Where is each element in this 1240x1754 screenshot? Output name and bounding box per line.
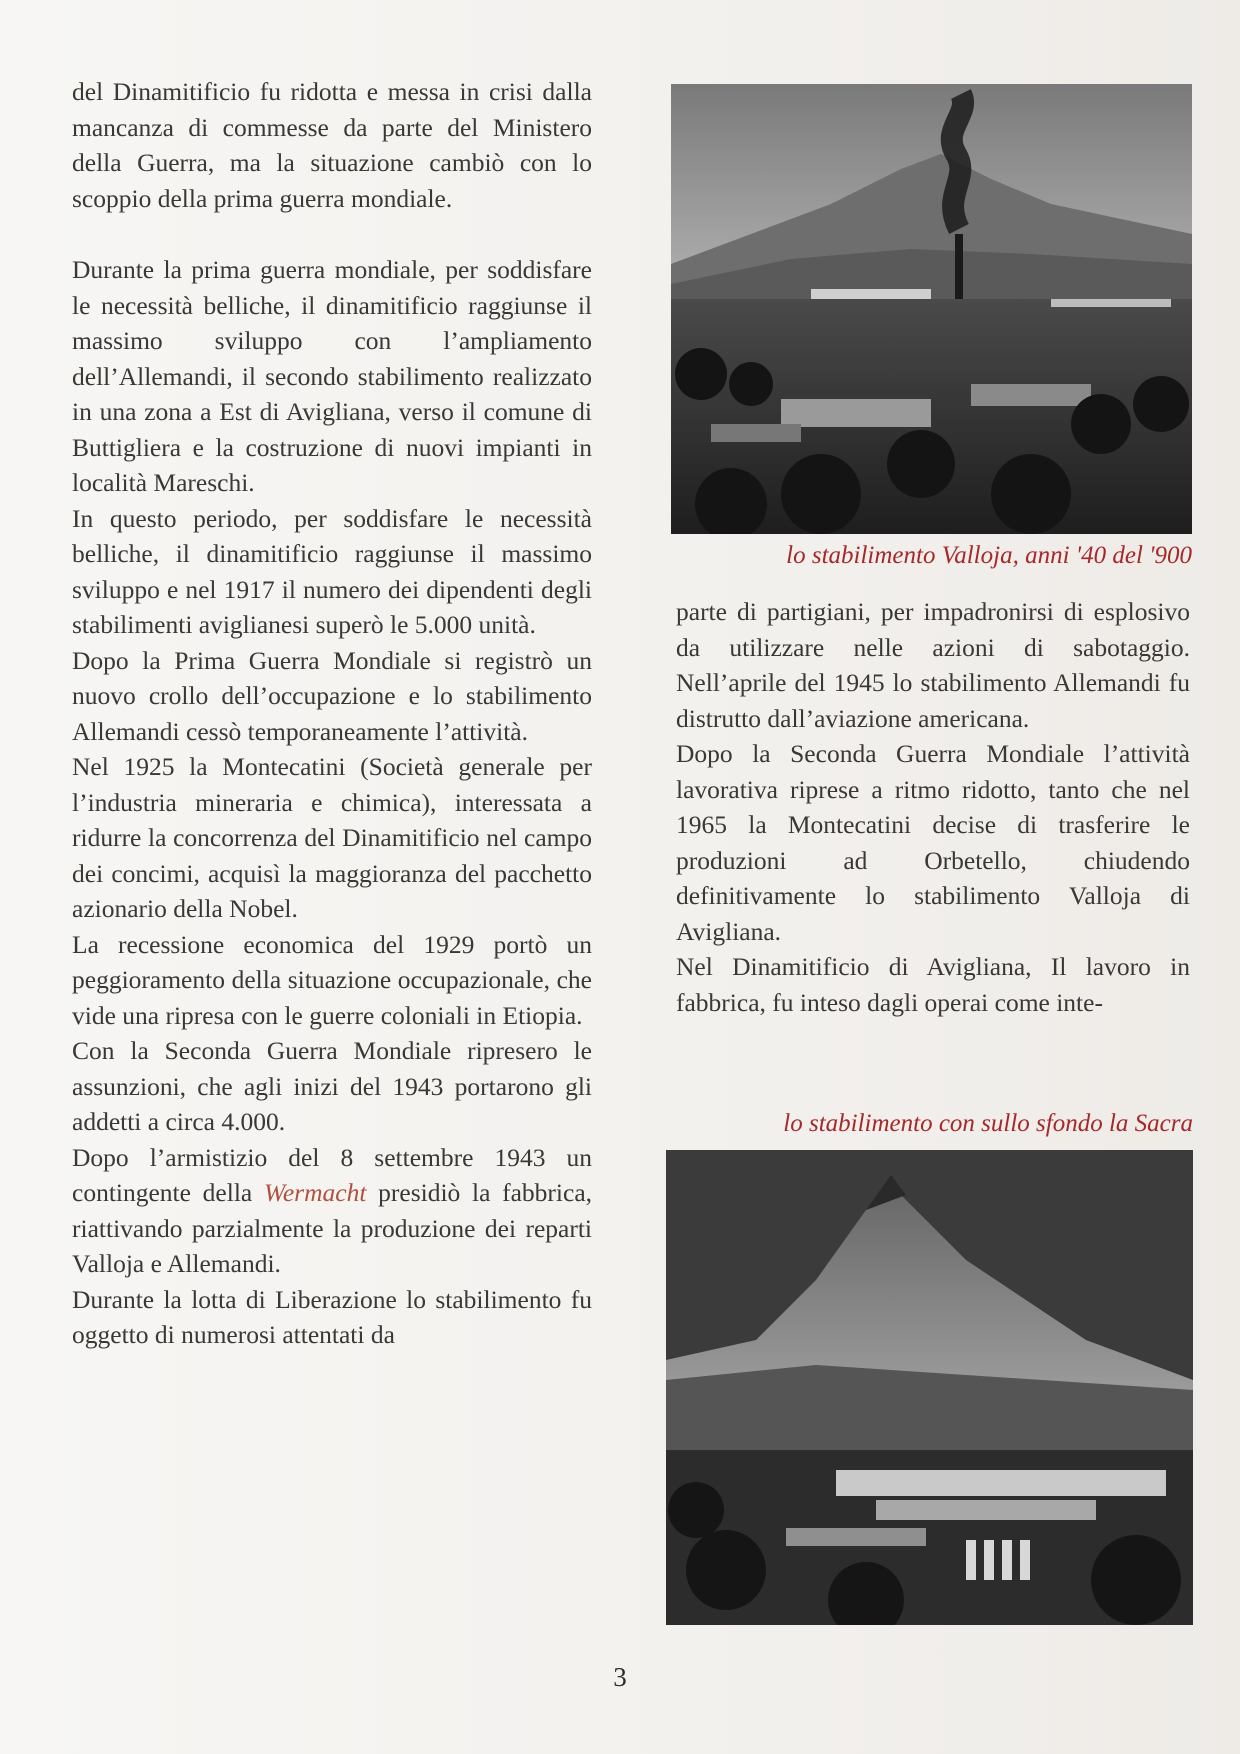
photo-valloja-plant: [671, 84, 1192, 534]
paragraph: [72, 1140, 592, 1282]
paragraph: Durante la lotta di Liberazione lo stabilimento fu oggetto di numerosi attentati da: [72, 1284, 592, 1349]
paragraph: Nel 1925 la Montecatini (Società generale per l’industria mineraria e chimica), interessata a ridurre la concorrenza del Dinamitificio nel campo dei concimi, acquisì la maggioranza del pacchetto azionario della Nobel.: [72, 752, 592, 923]
left-text-column: [72, 74, 592, 1353]
caption-top: lo stabilimento Valloja, anni '40 del '900: [786, 542, 1192, 569]
photo-valloja-illustration: [671, 84, 1192, 534]
paragraph: Nel Dinamitificio di Avigliana, Il lavoro in fabbrica, fu inteso dagli operai come inte-: [676, 952, 1190, 1017]
right-text-column: [676, 594, 1190, 1020]
caption-bottom: lo stabilimento con sullo sfondo la Sacra: [783, 1110, 1193, 1137]
paragraph: Con la Seconda Guerra Mondiale ripresero le assunzioni, che agli inizi del 1943 portarono gli addetti a circa 4.000.: [72, 1036, 592, 1136]
paragraph: La recessione economica del 1929 portò un peggioramento della situazione occupazionale, che vide una ripresa con le guerre coloniali in Etiopia.: [72, 929, 592, 1030]
paragraph: Dopo la Prima Guerra Mondiale si registrò un nuovo crollo dell’occupazione e lo stabilimento Allemandi cessò temporaneamente l’attività.: [72, 645, 592, 746]
text-run: presidiò la fabbrica, riattivando parzialmente la produzione dei reparti Valloja e Allemandi.: [72, 1178, 593, 1278]
paragraph: In questo periodo, per soddisfare le necessità belliche, il dinamitificio raggiunse il massimo sviluppo e nel 1917 il numero dei dipendenti degli stabilimenti aviglianesi superò le 5.000 unità.: [72, 503, 592, 639]
paragraph-spacer: [72, 216, 592, 252]
text-run: Dopo l’armistizio del 8 settembre 1943 un contingente della: [72, 1142, 592, 1207]
photo-sacra-illustration: [666, 1150, 1193, 1625]
italic-term: Wermacht: [263, 1178, 367, 1207]
paragraph: Dopo la Seconda Guerra Mondiale l’attività lavorativa riprese a ritmo ridotto, tanto che nel 1965 la Montecatini decise di trasferire le produzioni ad Orbetello, chiudendo definitivamente lo stabilimento Valloja di Avigliana.: [676, 739, 1190, 946]
paragraph: parte di partigiani, per impadronirsi di esplosivo da utilizzare nelle azioni di sabotaggio. Nell’aprile del 1945 lo stabilimento Allemandi fu distrutto dall’aviazione americana.: [676, 597, 1190, 733]
photo-plant-with-sacra: [666, 1150, 1193, 1625]
paragraph: del Dinamitificio fu ridotta e messa in crisi dalla mancanza di commesse da parte del Ministero della Guerra, ma la situazione cambiò con lo scoppio della prima guerra mondiale.: [72, 77, 592, 213]
paragraph: Durante la prima guerra mondiale, per soddisfare le necessità belliche, il dinamitificio raggiunse il massimo sviluppo con l’ampliamento dell’Allemandi, il secondo stabilimento realizzato in una zona a Est di Avigliana, verso il comune di Buttigliera e la costruzione di nuovi impianti in località Mareschi.: [72, 255, 592, 497]
page-number: 3: [613, 1662, 627, 1692]
